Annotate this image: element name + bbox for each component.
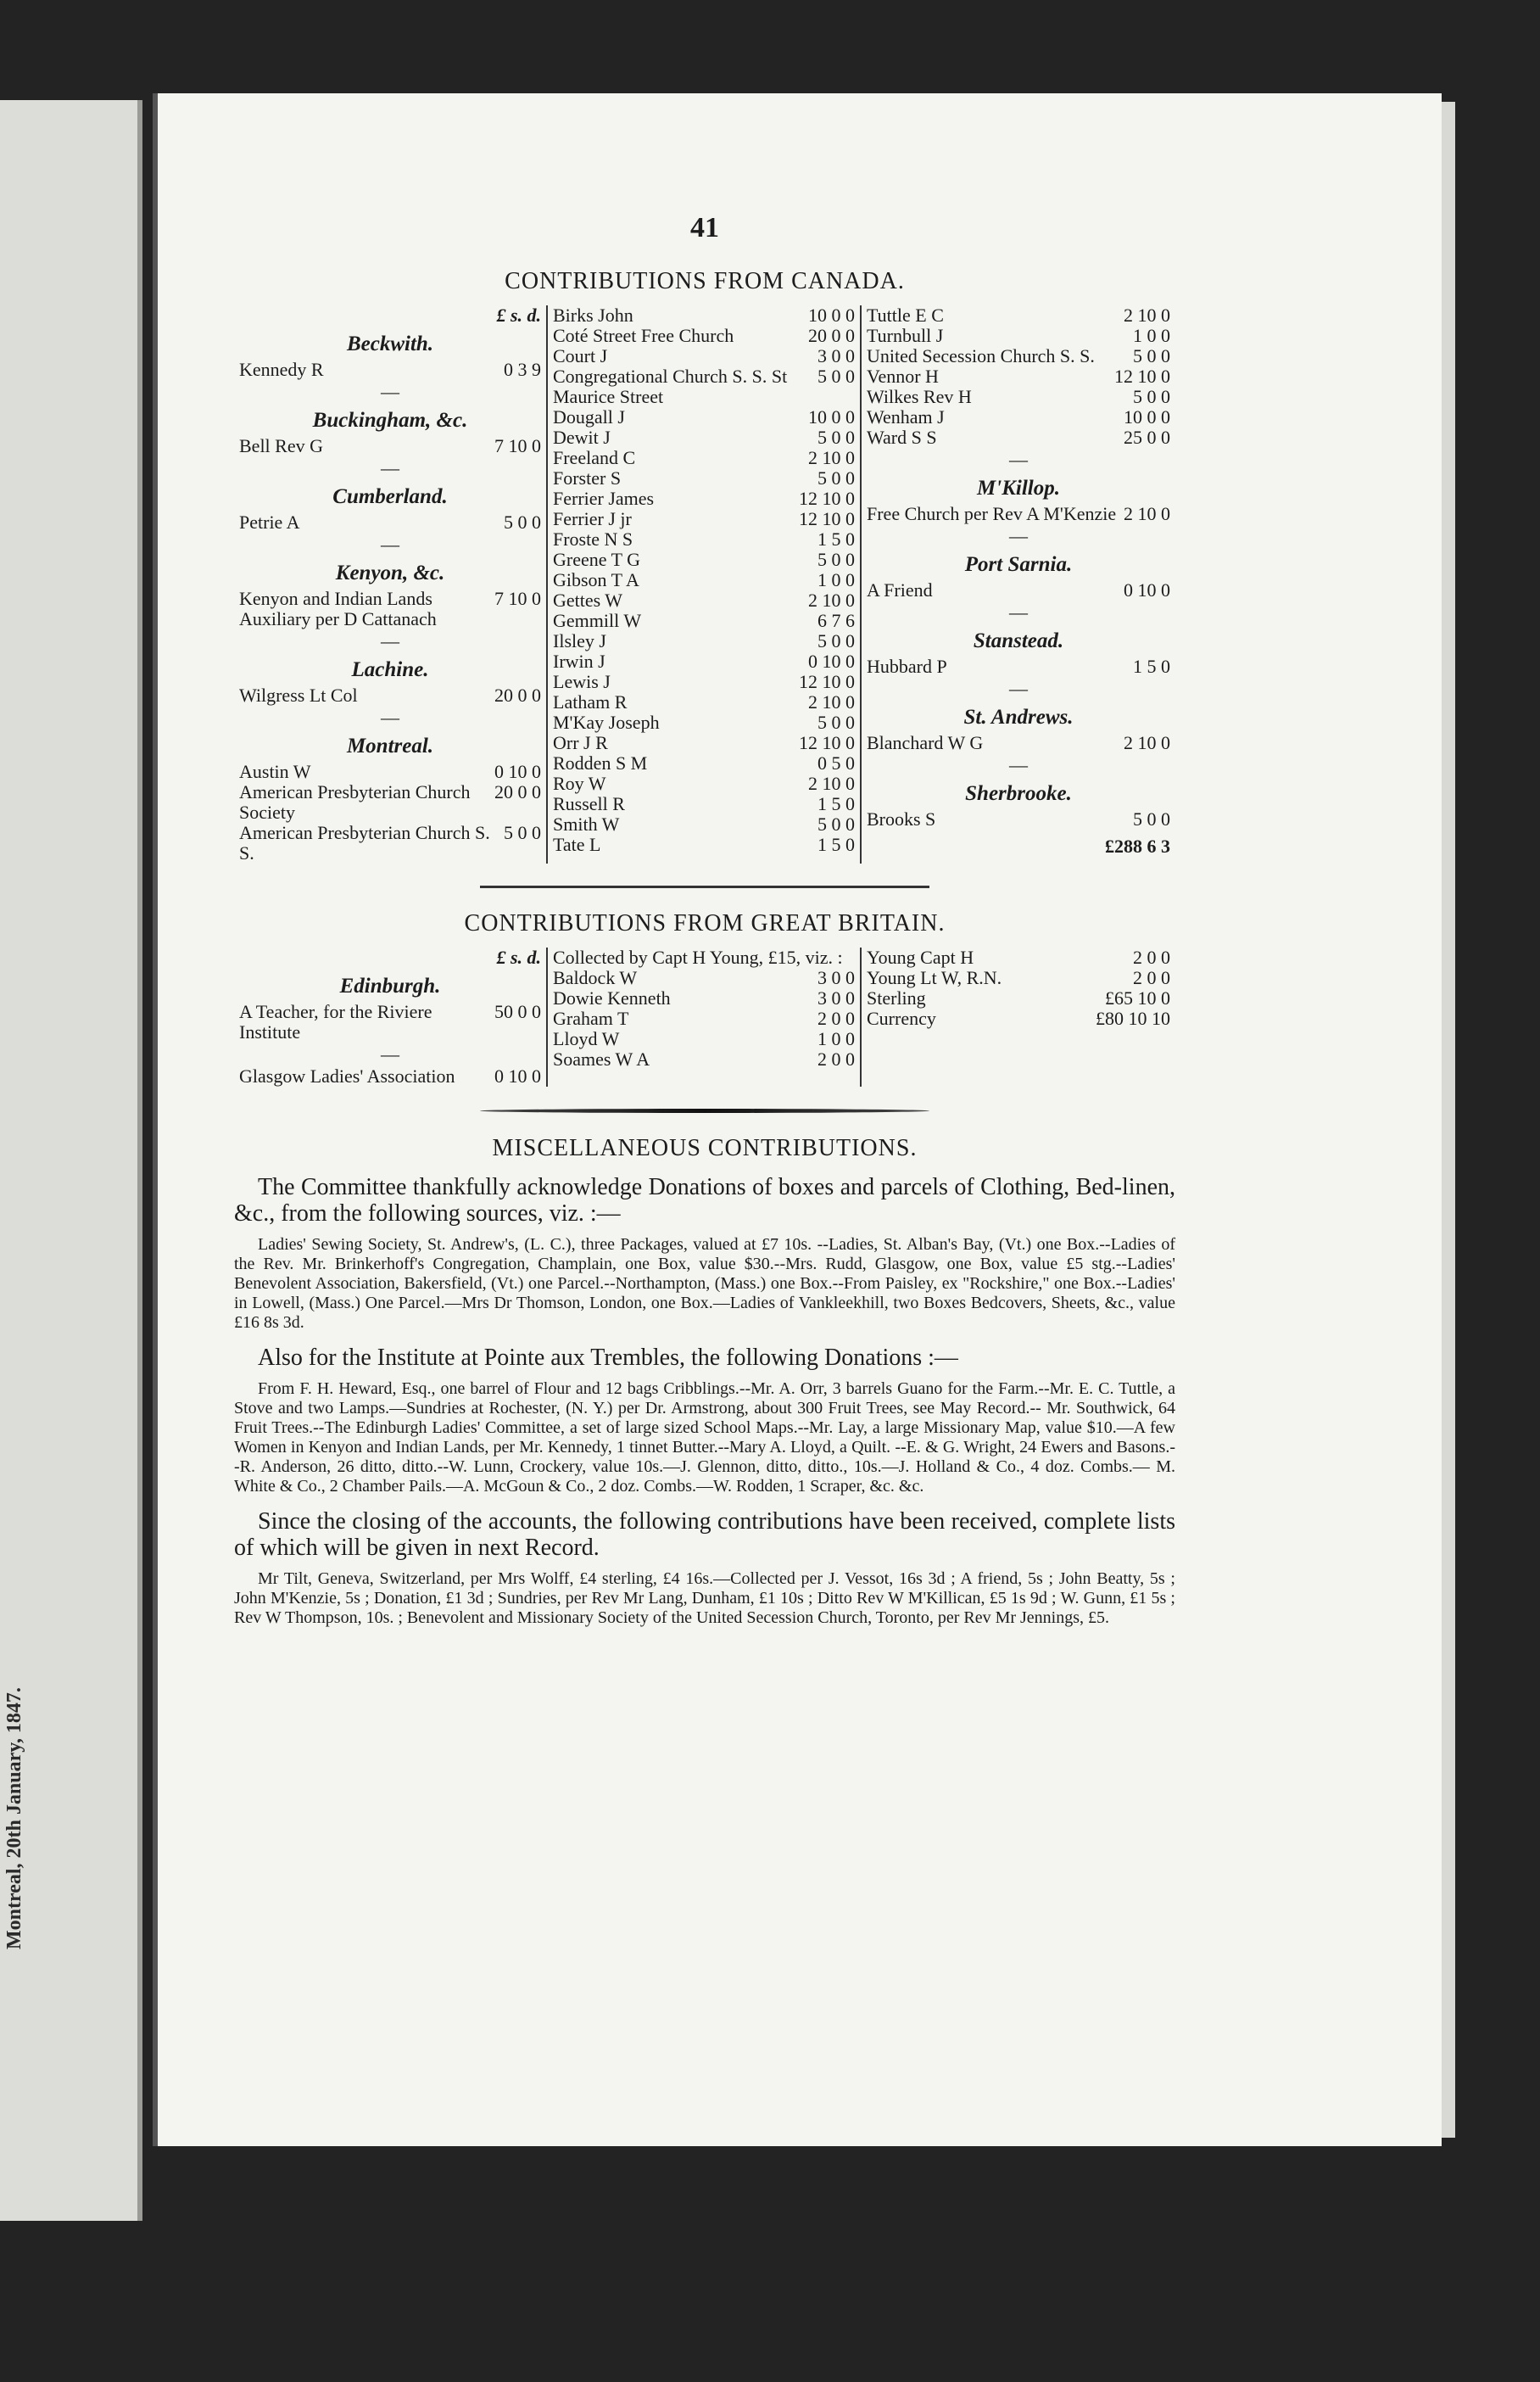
contribution-entry: [553, 753, 855, 774]
contribution-amount: 1 5 0: [817, 793, 855, 814]
britain-col-2: [548, 948, 862, 1087]
contributor-name: Vennor H: [867, 366, 939, 387]
contribution-entry: [553, 794, 855, 814]
contributor-name: Freeland C: [553, 447, 636, 468]
margin-date-note: Montreal, 20th January, 1847.: [3, 1687, 25, 1949]
contributor-name: Court J: [553, 345, 608, 366]
contributor-name: Dewit J: [553, 427, 611, 448]
contribution-amount: 0 10 0: [494, 761, 541, 782]
misc-list-institute: From F. H. Heward, Esq., one barrel of Flour and 12 bags Cribblings.--Mr. A. Orr, 3 barrels Guano for the Farm.--Mr. E. C. Tuttle, a Stove and two Lamps.—Sundries at Rochester, (N. Y.) per Dr. Armstrong, about 300 Fruit Trees, see May Record.-- Mr. Southwick, 64 Fruit Trees.--The Edinburgh Ladies' Committee, a set of large sized School Maps.--Mr. Lay, a large Missionary Map, value $10.—A few Women in Kenyon and Indian Lands, per Mr. Kennedy, 1 tinnet Butter.--Mary A. Lloyd, a Quilt. --E. & G. Wright, 24 Ewers and Basons.--R. Anderson, 26 ditto, ditto.--W. Lunn, Crockery, value 10s.—J. Glennon, ditto, ditto., 10s.—J. Holland & Co., 4 doz. Combs.— M. White & Co., 2 Chamber Pails.—A. McGoun & Co., 2 doz. Combs.—W. Rodden, 1 Scraper, &c. &c.: [234, 1379, 1175, 1496]
britain-heading: CONTRIBUTIONS FROM GREAT BRITAIN.: [464, 910, 946, 937]
entry-separator: —: [1009, 449, 1028, 470]
contribution-amount: 5 0 0: [817, 549, 855, 570]
contribution-amount: 12 10 0: [799, 488, 855, 509]
contribution-entry: [867, 428, 1170, 448]
misc-heading: MISCELLANEOUS CONTRIBUTIONS.: [492, 1135, 918, 1161]
contributor-name: Graham T: [553, 1008, 629, 1029]
contribution-amount: 20 0 0: [808, 325, 855, 346]
contributor-name: Ferrier J jr: [553, 508, 632, 529]
place-heading: Sherbrooke.: [965, 782, 1072, 805]
misc-list-clothing: Ladies' Sewing Society, St. Andrew's, (L. C.), three Packages, valued at £7 10s. --Ladies, St. Alban's Bay, (Vt.) one Box.--Ladies of the Rev. Mr. Brinkerhoff's Congregation, Champlain, one Box, value $30.--Mrs. Rudd, Glasgow, one Box, value £5 stg.--Ladies' Benevolent Association, Bakersfield, (Vt.) one Parcel.--Northampton, (Mass.) one Box.--From Paisley, ex "Rockshire," one Box.--Ladies' in Lowell, (Mass.) One Parcel.—Mrs Dr Thomson, London, one Box.—Ladies of Vankleekhill, two Boxes Bedcovers, Sheets, &c., value £16 8s 3d.: [234, 1235, 1175, 1332]
currency-header: £ s. d.: [496, 305, 541, 326]
contributor-name: Lewis J: [553, 671, 611, 692]
contribution-entry: [867, 346, 1170, 366]
contribution-amount: 1 0 0: [817, 569, 855, 590]
contribution-entry: [239, 512, 541, 533]
contribution-amount: 3 0 0: [817, 967, 855, 988]
contributor-name: Kenyon and Indian Lands Auxiliary per D Cattanach: [239, 588, 437, 629]
contribution-entry: [553, 692, 855, 713]
misc-list-late: Mr Tilt, Geneva, Switzerland, per Mrs Wolff, £4 sterling, £4 16s.—Collected per J. Vessot, 16s 3d ; A friend, 5s ; John Beatty, 5s ; John M'Kenzie, 5s ; Donation, £1 3d ; Sundries, per Rev Mr Lang, Dunham, £1 10s ; Ditto Rev W M'Killican, £5 1s 9d ; W. Gunn, £1 5s ; Rev W Thompson, 10s. ; Benevolent and Missionary Society of the United Secession Church, Toronto, per Rev Mr Jennings, £5.: [234, 1569, 1175, 1627]
contributor-name: Tuttle E C: [867, 305, 944, 326]
contributor-name: Petrie A: [239, 512, 300, 533]
canada-col-3: [862, 305, 1175, 864]
contributor-name: Smith W: [553, 814, 620, 835]
contribution-entry: [867, 809, 1170, 830]
contribution-entry: [553, 590, 855, 611]
contributor-name: Wenham J: [867, 406, 945, 428]
contribution-entry: [553, 305, 855, 326]
contribution-entry: [553, 774, 855, 794]
contribution-amount: 5 0 0: [817, 814, 855, 835]
contribution-entry: [553, 448, 855, 468]
contributor-name: Free Church per Rev A M'Kenzie: [867, 503, 1117, 524]
contributor-name: Young Capt H: [867, 947, 974, 968]
contributor-name: Russell R: [553, 793, 625, 814]
contributor-name: A Friend: [867, 579, 933, 601]
contributor-name: Gettes W: [553, 590, 623, 611]
contribution-amount: 5 0 0: [817, 630, 855, 651]
place-heading: Montreal.: [346, 735, 434, 758]
contribution-amount: 0 5 0: [817, 752, 855, 774]
contributor-name: Collected by Capt H Young, £15, viz. :: [553, 947, 843, 968]
contribution-amount: 7 10 0: [494, 435, 541, 456]
contribution-amount: 7 10 0: [494, 588, 541, 609]
contribution-amount: 5 0 0: [1133, 808, 1170, 830]
contribution-amount: 2 0 0: [817, 1048, 855, 1070]
contribution-amount: 5 0 0: [504, 512, 541, 533]
contribution-amount: 10 0 0: [808, 406, 855, 428]
contributor-name: Gemmill W: [553, 610, 642, 631]
contributor-name: Wilkes Rev H: [867, 386, 972, 407]
contributor-name: Austin W: [239, 761, 311, 782]
contribution-entry: [553, 835, 855, 855]
contribution-entry: [553, 948, 855, 968]
contribution-amount: 10 0 0: [808, 305, 855, 326]
contribution-amount: 25 0 0: [1124, 427, 1170, 448]
contribution-amount: 2 10 0: [1124, 305, 1170, 326]
canada-total: £288 6 3: [1105, 836, 1170, 857]
entry-separator: —: [1009, 754, 1028, 775]
contribution-amount: 5 0 0: [1133, 345, 1170, 366]
institute-intro: Also for the Institute at Pointe aux Trembles, the following Donations :—: [258, 1345, 958, 1371]
contribution-entry: [553, 550, 855, 570]
contribution-amount: 50 0 0: [494, 1001, 541, 1022]
britain-col-3: [862, 948, 1175, 1087]
place-heading: Edinburgh.: [339, 975, 441, 998]
contribution-entry: [553, 672, 855, 692]
contribution-amount: 2 10 0: [1124, 503, 1170, 524]
contributor-name: Soames W A: [553, 1048, 650, 1070]
contributor-name: Greene T G: [553, 549, 641, 570]
currency-header: £ s. d.: [496, 947, 541, 968]
entry-separator: —: [1009, 525, 1028, 546]
contribution-amount: 0 3 9: [504, 359, 541, 380]
contributor-name: Rodden S M: [553, 752, 648, 774]
contributor-name: Glasgow Ladies' Association: [239, 1065, 455, 1087]
contribution-amount: 5 0 0: [1133, 386, 1170, 407]
contributor-name: Gibson T A: [553, 569, 639, 590]
contribution-entry: [867, 657, 1170, 677]
contribution-amount: 12 10 0: [799, 732, 855, 753]
contributor-name: Ferrier James: [553, 488, 655, 509]
contribution-entry: [553, 1009, 855, 1029]
contribution-entry: [867, 968, 1170, 988]
contributor-name: Bell Rev G: [239, 435, 323, 456]
entry-separator: —: [381, 457, 399, 478]
contribution-entry: [553, 326, 855, 346]
contribution-amount: 0 10 0: [808, 651, 855, 672]
contribution-entry: [553, 1049, 855, 1070]
contributor-name: Lloyd W: [553, 1028, 620, 1049]
contribution-amount: 2 0 0: [1133, 967, 1170, 988]
contribution-entry: [867, 733, 1170, 753]
contributor-name: Baldock W: [553, 967, 638, 988]
contributor-name: M'Kay Joseph: [553, 712, 660, 733]
contribution-amount: 0 10 0: [494, 1065, 541, 1087]
contribution-amount: 2 10 0: [808, 773, 855, 794]
contributor-name: Kennedy R: [239, 359, 324, 380]
facing-page: [0, 100, 142, 2221]
ornamental-divider: [480, 1109, 929, 1113]
contribution-entry: [553, 407, 855, 428]
contribution-entry: [553, 428, 855, 448]
contributor-name: Dougall J: [553, 406, 625, 428]
contribution-amount: 5 0 0: [817, 712, 855, 733]
contribution-entry: [239, 360, 541, 380]
contribution-entry: [553, 814, 855, 835]
entry-separator: —: [381, 707, 399, 728]
misc-section: [234, 1135, 1175, 1628]
contributor-name: Congregational Church S. S. St Maurice Street: [553, 366, 788, 407]
place-heading: Beckwith.: [346, 333, 434, 355]
contribution-amount: 2 10 0: [1124, 732, 1170, 753]
contributor-name: Orr J R: [553, 732, 608, 753]
britain-col-1: [234, 948, 548, 1087]
contribution-entry: [553, 468, 855, 489]
contributor-name: Roy W: [553, 773, 606, 794]
entry-separator: —: [381, 534, 399, 555]
contribution-entry: [553, 1029, 855, 1049]
page-number: 41: [690, 212, 719, 243]
contributor-name: United Secession Church S. S.: [867, 345, 1095, 366]
contribution-amount: 2 10 0: [808, 691, 855, 713]
place-heading: St. Andrews.: [963, 706, 1074, 729]
closing-note: Since the closing of the accounts, the following contributions have been received, complete lists of which will be given in next Record.: [234, 1508, 1175, 1561]
contribution-entry: [553, 489, 855, 509]
place-heading: Kenyon, &c.: [335, 562, 445, 584]
contributor-name: Hubbard P: [867, 656, 947, 677]
contribution-entry: [867, 366, 1170, 387]
contribution-entry: [553, 651, 855, 672]
contributor-name: Dowie Kenneth: [553, 987, 671, 1009]
entry-separator: —: [1009, 678, 1028, 699]
contribution-entry: [553, 733, 855, 753]
contributor-name: Currency: [867, 1008, 936, 1029]
britain-table: [234, 948, 1175, 1087]
contribution-entry: [553, 570, 855, 590]
contribution-amount: 5 0 0: [504, 822, 541, 843]
contribution-amount: 3 0 0: [817, 345, 855, 366]
contribution-amount: 20 0 0: [494, 781, 541, 802]
contributor-name: Turnbull J: [867, 325, 944, 346]
place-heading: Cumberland.: [332, 485, 448, 508]
contribution-amount: 1 5 0: [817, 834, 855, 855]
place-heading: Lachine.: [351, 658, 429, 681]
contribution-entry: [239, 1002, 541, 1043]
contribution-amount: 12 10 0: [799, 508, 855, 529]
contributor-name: Young Lt W, R.N.: [867, 967, 1002, 988]
contribution-amount: 1 5 0: [817, 528, 855, 550]
contribution-entry: [553, 529, 855, 550]
contribution-entry: [239, 782, 541, 823]
contributor-name: Ilsley J: [553, 630, 606, 651]
contribution-amount: 5 0 0: [817, 427, 855, 448]
contribution-entry: [553, 346, 855, 366]
place-heading: Port Sarnia.: [964, 553, 1073, 576]
contribution-amount: 0 10 0: [1124, 579, 1170, 601]
canada-table: [234, 305, 1175, 864]
place-heading: M'Killop.: [977, 477, 1060, 500]
contribution-amount: 2 0 0: [1133, 947, 1170, 968]
contribution-entry: [553, 366, 855, 407]
contribution-entry: [867, 948, 1170, 968]
contribution-amount: £65 10 0: [1105, 987, 1170, 1009]
contribution-entry: [867, 1009, 1170, 1029]
contribution-amount: 3 0 0: [817, 987, 855, 1009]
contribution-entry: [553, 509, 855, 529]
contribution-entry: [867, 326, 1170, 346]
contribution-entry: [553, 713, 855, 733]
contribution-amount: 2 10 0: [808, 447, 855, 468]
contributor-name: American Presbyterian Church S. S.: [239, 822, 490, 864]
contributor-name: Froste N S: [553, 528, 633, 550]
contribution-entry: [867, 407, 1170, 428]
misc-intro: The Committee thankfully acknowledge Donations of boxes and parcels of Clothing, Bed-linen, &c., from the following sources, viz. :—: [234, 1174, 1175, 1227]
contribution-amount: 20 0 0: [494, 685, 541, 706]
contribution-entry: [553, 611, 855, 631]
entry-separator: —: [1009, 601, 1028, 623]
contribution-amount: 2 0 0: [817, 1008, 855, 1029]
contribution-amount: 2 10 0: [808, 590, 855, 611]
contribution-entry: [867, 387, 1170, 407]
section-divider: [480, 886, 929, 888]
contribution-entry: [239, 1066, 541, 1087]
entry-separator: —: [381, 630, 399, 651]
contributor-name: Coté Street Free Church: [553, 325, 734, 346]
contribution-entry: [867, 504, 1170, 524]
contributor-name: Ward S S: [867, 427, 937, 448]
contributor-name: Forster S: [553, 467, 622, 489]
contribution-entry: [553, 988, 855, 1009]
contribution-amount: 6 7 6: [817, 610, 855, 631]
place-heading: Buckingham, &c.: [312, 409, 468, 432]
contribution-entry: [239, 685, 541, 706]
contributor-name: A Teacher, for the Riviere Institute: [239, 1001, 432, 1043]
contribution-entry: [239, 589, 541, 629]
contribution-entry: [867, 988, 1170, 1009]
contribution-entry: [239, 436, 541, 456]
contribution-amount: £80 10 10: [1096, 1008, 1170, 1029]
contribution-amount: 10 0 0: [1124, 406, 1170, 428]
book-spine: [137, 100, 142, 2221]
contributor-name: Brooks S: [867, 808, 936, 830]
contributor-name: Latham R: [553, 691, 628, 713]
contribution-amount: 1 5 0: [1133, 656, 1170, 677]
contributor-name: Blanchard W G: [867, 732, 984, 753]
contribution-amount: 12 10 0: [1114, 366, 1170, 387]
page-content: [234, 212, 1175, 1640]
contributor-name: Sterling: [867, 987, 926, 1009]
contribution-amount: 12 10 0: [799, 671, 855, 692]
contributor-name: Birks John: [553, 305, 633, 326]
contribution-entry: [553, 968, 855, 988]
entry-separator: —: [381, 1043, 399, 1065]
document-page: [153, 93, 1442, 2146]
contribution-amount: 5 0 0: [817, 366, 855, 387]
contribution-entry: [239, 823, 541, 864]
page-edge: [1442, 102, 1455, 2138]
contribution-amount: 1 0 0: [1133, 325, 1170, 346]
contributor-name: Wilgress Lt Col: [239, 685, 358, 706]
contribution-entry: [867, 580, 1170, 601]
entry-separator: —: [381, 381, 399, 402]
contribution-entry: [867, 305, 1170, 326]
contribution-entry: [553, 631, 855, 651]
contribution-entry: [239, 762, 541, 782]
contributor-name: Tate L: [553, 834, 601, 855]
canada-col-2: [548, 305, 862, 864]
place-heading: Stanstead.: [973, 629, 1064, 652]
canada-col-1: [234, 305, 548, 864]
contributor-name: American Presbyterian Church Society: [239, 781, 471, 823]
contribution-amount: 5 0 0: [817, 467, 855, 489]
contributor-name: Irwin J: [553, 651, 605, 672]
canada-heading: CONTRIBUTIONS FROM CANADA.: [505, 268, 905, 294]
contribution-amount: 1 0 0: [817, 1028, 855, 1049]
